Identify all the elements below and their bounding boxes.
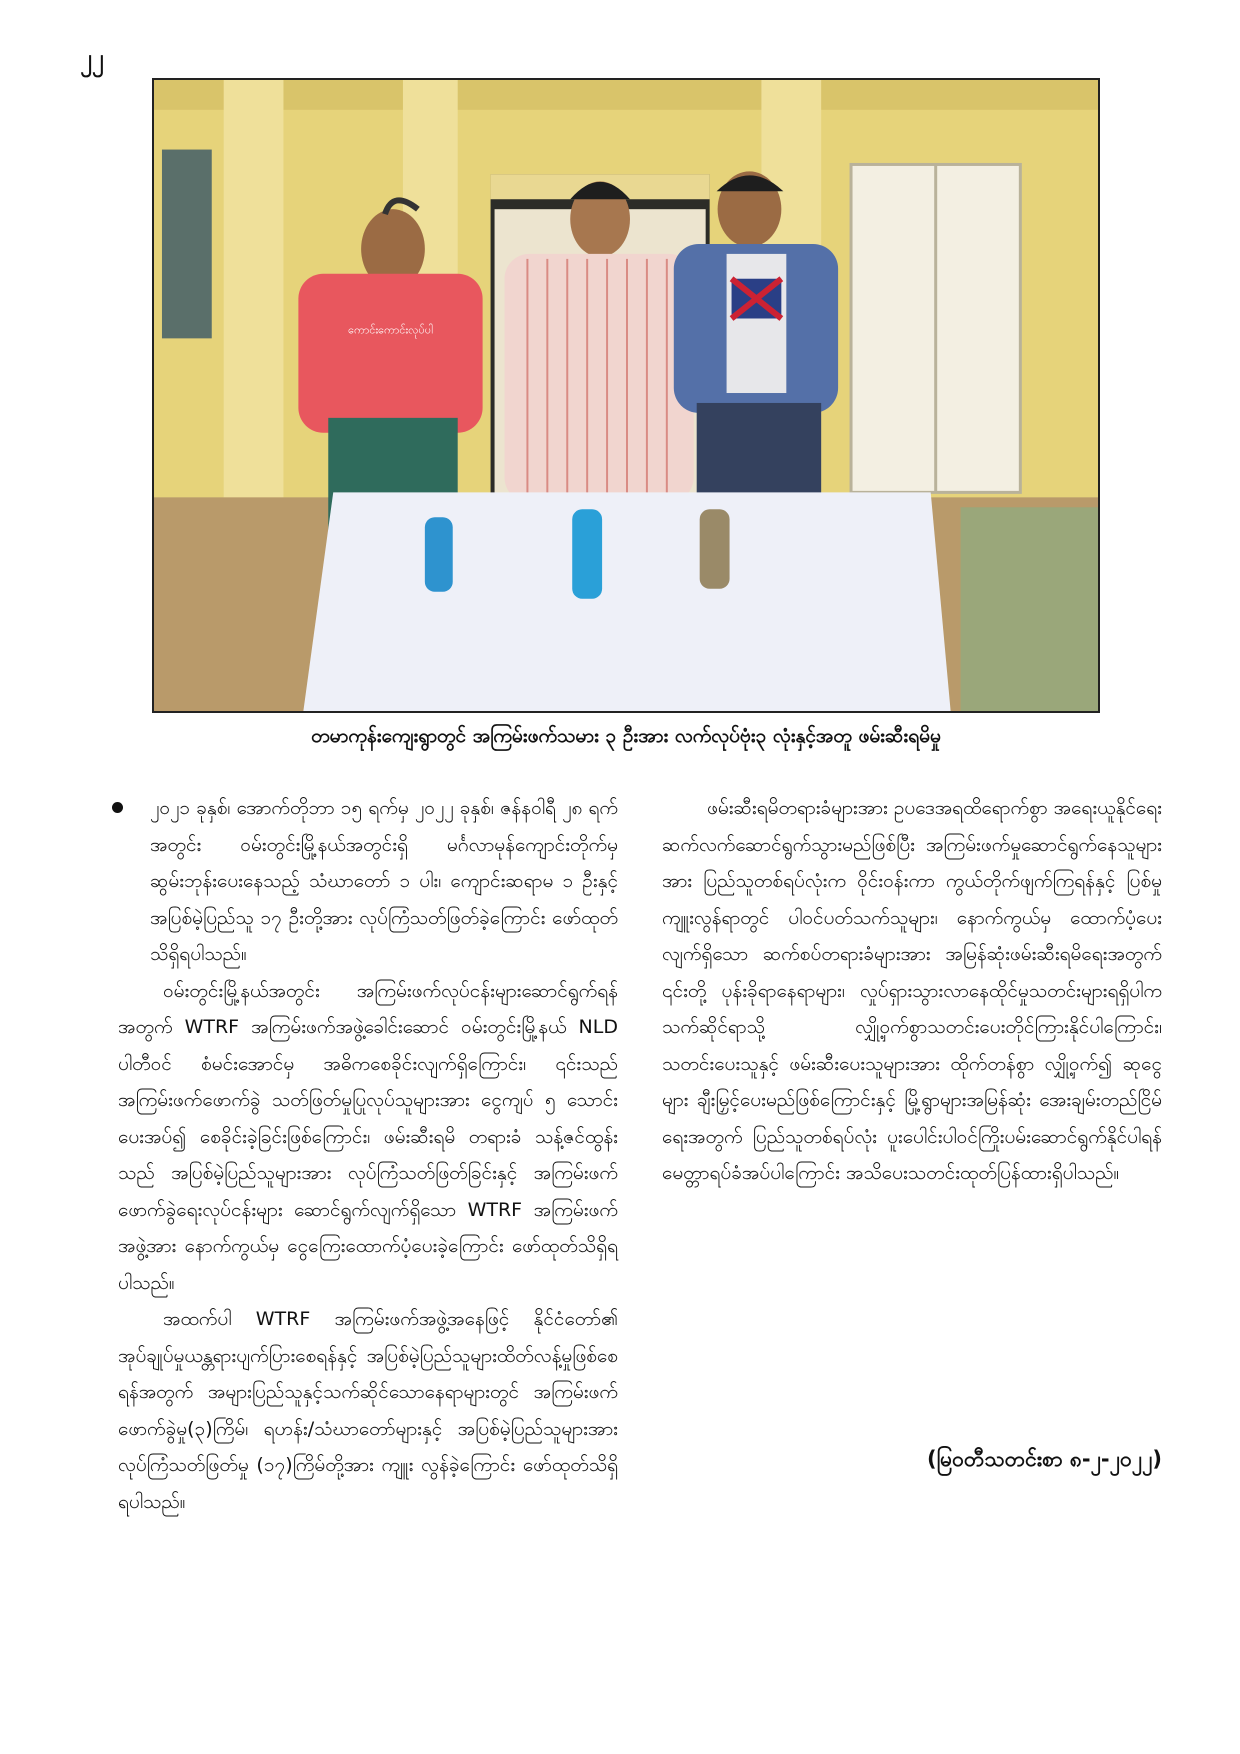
bullet-paragraph (118, 790, 618, 973)
window-left (162, 150, 212, 339)
left-paragraph-2: ဝမ်းတွင်းမြို့နယ်အတွင်း အကြမ်းဖက်လုပ်ငန်းများဆောင်ရွက်ရန်အတွက် WTRF အကြမ်းဖက်အဖွဲ့ခေါင်းဆောင် ဝမ်းတွင်းမြို့နယ် NLD ပါတီဝင် စံမင်းအောင်မှ အဓိကစေခိုင်းလျက်ရှိကြောင်း၊ ၎င်းသည် အကြမ်းဖက်ဖောက်ခွဲ သတ်ဖြတ်မှုပြုလုပ်သူများအား ငွေကျပ် ၅ သောင်းပေးအပ်၍ စေခိုင်းခဲ့ခြင်းဖြစ်ကြောင်း၊ ဖမ်းဆီးရမိ တရားခံ သန့်ဇင်ထွန်းသည် အပြစ်မဲ့ပြည်သူများအား လုပ်ကြံသတ်ဖြတ်ခြင်းနှင့် အကြမ်းဖက်ဖောက်ခွဲရေးလုပ်ငန်းများ ဆောင်ရွက်လျက်ရှိသော WTRF အကြမ်းဖက်အဖွဲ့အား နောက်ကွယ်မှ ငွေကြေးထောက်ပံ့ပေးခဲ့ကြောင်း ဖော်ထုတ်သိရှိရပါသည်။ (118, 979, 618, 1294)
bomb-2 (572, 509, 602, 598)
news-photo (152, 78, 1100, 713)
bomb-1 (425, 517, 453, 592)
photo-caption: တမာကုန်းကျေးရွာတွင် အကြမ်းဖက်သမား ၃ ဦးအား လက်လုပ်ဗုံး၃ လုံးနှင့်အတူ ဖမ်းဆီးရမိမှု (311, 725, 941, 747)
bomb-3 (700, 509, 730, 588)
left-column (118, 790, 618, 1520)
pillar-left (224, 80, 284, 517)
photo-illustration (154, 80, 1098, 711)
right-paragraph-1: ဖမ်းဆီးရမိတရားခံများအား ဥပဒေအရထိရောက်စွာ အရေးယူနိုင်ရေး ဆက်လက်ဆောင်ရွက်သွားမည်ဖြစ်ပြီး အကြမ်းဖက်မှုဆောင်ရွက်နေသူများအား ပြည်သူတစ်ရပ်လုံးက ဝိုင်းဝန်းကာ ကွယ်တိုက်ဖျက်ကြရန်နှင့် ပြစ်မှုကျူးလွန်ရာတွင် ပါဝင်ပတ်သက်သူများ၊ နောက်ကွယ်မှ ထောက်ပံ့ပေးလျက်ရှိသော ဆက်စပ်တရားခံများအား အမြန်ဆုံးဖမ်းဆီးရမိရေးအတွက် ၎င်းတို့ ပုန်းခိုရာနေရာများ၊ လှုပ်ရှားသွားလာနေထိုင်မှုသတင်းများရရှိပါက သက်ဆိုင်ရာသို့ လျှို့ဝှက်စွာသတင်းပေးတိုင်ကြားနိုင်ပါကြောင်း၊ သတင်းပေးသူနှင့် ဖမ်းဆီးပေးသူများအား ထိုက်တန်စွာ လျှို့ဝှက်၍ ဆုငွေများ ချီးမြှင့်ပေးမည်ဖြစ်ကြောင်းနှင့် မြို့ရွာများအမြန်ဆုံး အေးချမ်းတည်ငြိမ်ရေးအတွက် ပြည်သူတစ်ရပ်လုံး ပူးပေါင်းပါဝင်ကြိုးပမ်းဆောင်ရွက်နိုင်ပါရန် မေတ္တာရပ်ခံအပ်ပါကြောင်း အသိပေးသတင်းထုတ်ပြန်ထားရှိပါသည်။ (662, 797, 1162, 1184)
display-table (303, 492, 950, 711)
left-paragraph-3: အထက်ပါ WTRF အကြမ်းဖက်အဖွဲ့အနေဖြင့် နိုင်ငံတော်၏ အုပ်ချုပ်မှုယန္တရားပျက်ပြားစေရန်နှင့် အပြစ်မဲ့ပြည်သူများထိတ်လန့်မှုဖြစ်စေရန်အတွက် အများပြည်သူနှင့်သက်ဆိုင်သောနေရာများတွင် အကြမ်းဖက်ဖောက်ခွဲမှု(၃)ကြိမ်၊ ရဟန်း/သံဃာတော်များနှင့် အပြစ်မဲ့ပြည်သူများအား လုပ်ကြံသတ်ဖြတ်မှု (၁၇)ကြိမ်တို့အား ကျူး လွန်ခဲ့ကြောင်း ဖော်ထုတ်သိရှိရပါသည်။ (118, 1308, 618, 1513)
right-column (662, 790, 1162, 1192)
bullet-icon (112, 802, 123, 813)
source-citation: (မြဝတီသတင်းစာ ၈-၂-၂၀၂၂) (927, 1447, 1162, 1471)
bullet-paragraph-text: ၂၀၂၁ ခုနှစ်၊ အောက်တိုဘာ ၁၅ ရက်မှ ၂၀၂၂ ခုနှစ်၊ ဇန်နဝါရီ ၂၈ ရက်အတွင်း ဝမ်းတွင်းမြို့နယ်အတွင်းရှိ မင်္ဂလာမုန်ကျောင်းတိုက်မှ ဆွမ်းဘုန်းပေးနေသည့် သံဃာတော် ၁ ပါး၊ ကျောင်းဆရာမ ၁ ဦးနှင့် အပြစ်မဲ့ပြည်သူ ၁၇ ဦးတို့အား လုပ်ကြံသတ်ဖြတ်ခဲ့ကြောင်း ဖော်ထုတ်သိရှိရပါသည်။ (150, 797, 618, 965)
shirt-text: ကောင်းကောင်းလုပ်ပါ (348, 323, 433, 337)
page-number: ၂၂ (80, 44, 104, 72)
